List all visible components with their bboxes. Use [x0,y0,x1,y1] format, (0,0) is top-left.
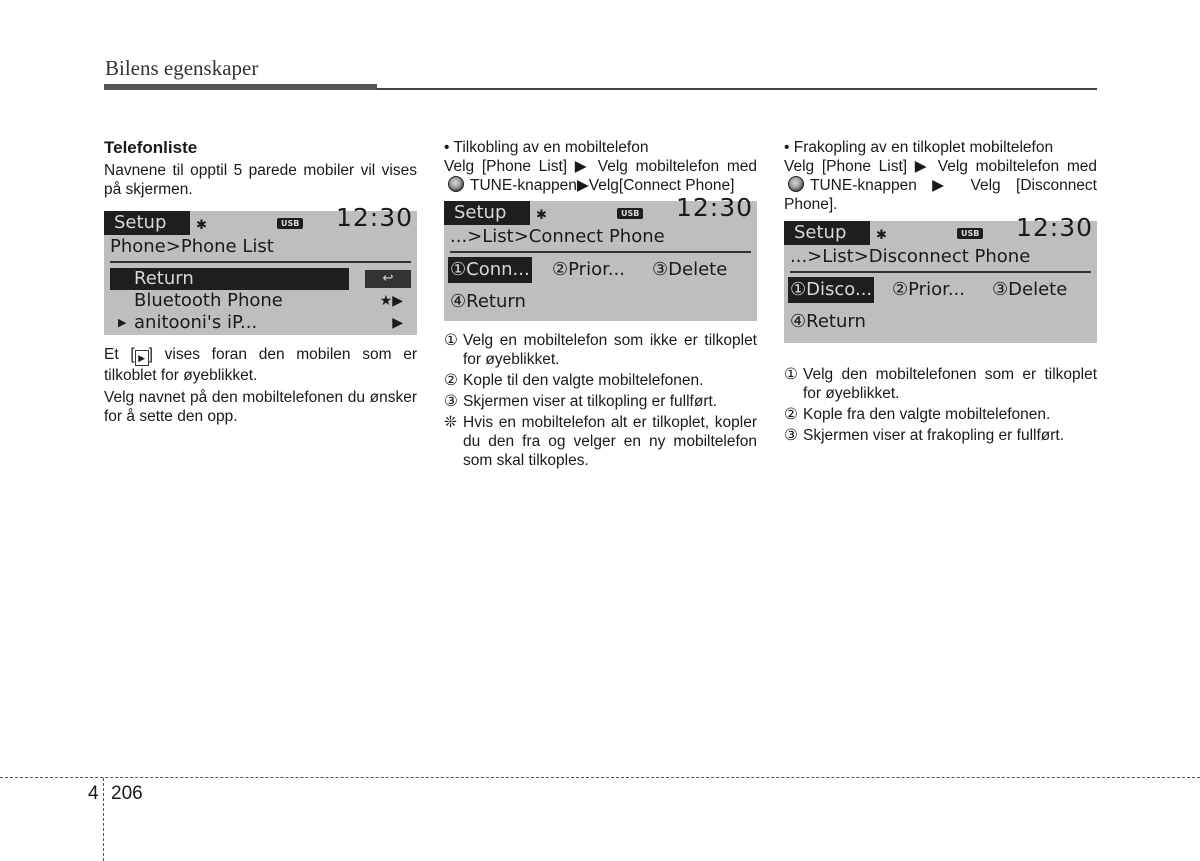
lcd-divider [110,261,411,263]
instruction [784,157,1097,214]
star-connected-icon: ★▶ [379,293,403,309]
column-phone-list [104,138,417,426]
instruction [444,157,757,195]
footer-dashed-rule [0,777,1200,778]
list-item [444,371,757,390]
step-marker: ① [784,366,798,383]
option-delete: ③Delete [992,279,1068,300]
section-heading: Telefonliste [104,138,198,157]
lcd-setup-tab: Setup [444,201,530,225]
section-title: • Tilkobling av en mobiltelefon [444,139,649,156]
step-marker: ① [444,332,458,349]
footer-vertical-rule [103,778,104,861]
chapter-number: 4 [88,783,99,804]
header-rule-thin [377,88,1097,90]
play-indicator-icon: ▶ [135,350,149,366]
lcd-row-label: anitooni's iP... [134,312,258,333]
select-instruction: Velg navnet på den mobiltelefonen du ønsker for å sette den opp. [104,389,417,425]
step-marker: ② [444,372,458,389]
column-connect-phone [444,138,757,470]
step-marker: ③ [444,393,458,410]
lcd-connect-phone [444,193,757,321]
lcd-clock: 12:30 [675,193,753,222]
list-item [444,331,757,369]
bluetooth-icon: ✱ [876,228,887,243]
step-text: Velg en mobiltelefon som ikke er tilkoplet for øyeblikket. [463,332,757,368]
option-return: ④Return [790,311,866,332]
list-item [784,405,1097,424]
step-text: Kople til den valgte mobiltelefonen. [463,372,704,389]
lcd-row-label: Return [134,268,194,289]
tune-knob-icon [788,176,804,192]
text-fragment: TUNE-knappen▶Velg[Connect Phone] [470,177,735,194]
lcd-phone-list [104,203,417,335]
lcd-status-bar [444,193,757,225]
section-title: • Frakopling av en tilkoplet mobiltelefon [784,139,1054,156]
lcd-return-row [444,285,757,317]
list-item [444,392,757,411]
option-priority: ②Prior... [552,259,626,280]
header-rule-thick [104,84,377,90]
intro-text: Navnene til opptil 5 parede mobiler vil vises på skjermen. [104,162,417,198]
usb-icon: USB [277,218,303,229]
list-item [784,365,1097,403]
bluetooth-icon: ✱ [536,208,547,223]
steps-list [784,365,1097,445]
indicator-explanation [104,345,417,385]
option-delete: ③Delete [652,259,728,280]
note-text: Hvis en mobiltelefon alt er tilkoplet, kopler du den fra og velger en ny mobiltelefon som skal tilkoples. [463,414,757,469]
tune-knob-icon [448,176,464,192]
lcd-status-bar [784,213,1097,245]
bluetooth-icon: ✱ [196,218,207,233]
lcd-options-row [784,273,1097,305]
option-return: ④Return [450,291,526,312]
step-text: Skjermen viser at tilkopling er fullført. [463,393,718,410]
option-priority: ②Prior... [892,279,966,300]
lcd-disconnect-phone [784,213,1097,343]
lcd-path: ...>List>Disconnect Phone [790,246,1031,267]
steps-list [444,331,757,470]
option-disconnect: ①Disco... [788,277,874,303]
option-connect: ①Conn... [448,257,532,283]
lcd-setup-tab: Setup [784,221,870,245]
lcd-setup-tab: Setup [104,211,190,235]
lcd-status-bar [104,203,417,235]
list-item [444,413,757,470]
usb-icon: USB [617,208,643,219]
text-fragment: Et [ [104,346,135,363]
lcd-options-row [444,253,757,285]
lcd-clock: 12:30 [335,203,413,232]
list-item [784,426,1097,445]
step-text: Kople fra den valgte mobiltelefonen. [803,406,1051,423]
lcd-row-label: Bluetooth Phone [134,290,283,311]
text-fragment: Velg [Phone List] ▶ Velg mobiltelefon med [784,158,1097,175]
lcd-row-return [110,268,349,290]
lcd-return-row [784,305,1097,337]
text-fragment: Velg [Phone List] ▶ Velg mobiltelefon med [444,158,757,175]
step-text: Velg den mobiltelefonen som er tilkoplet for øyeblikket. [803,366,1097,402]
lcd-path: Phone>Phone List [110,236,274,257]
text-fragment: TUNE-knappen ▶ Velg [Disconnect Phone]. [784,177,1097,213]
lcd-row-paired-phone [110,312,411,334]
chevron-right-icon: ▶ [392,315,403,331]
step-text: Skjermen viser at frakopling er fullført. [803,427,1065,444]
lcd-path: ...>List>Connect Phone [450,226,665,247]
usb-icon: USB [957,228,983,239]
note-marker: ❊ [444,414,457,431]
page-header-title: Bilens egenskaper [105,56,259,80]
step-marker: ③ [784,427,798,444]
step-marker: ② [784,406,798,423]
page-number: 206 [111,783,143,804]
lcd-clock: 12:30 [1015,213,1093,242]
text-fragment: ] vises foran den mobilen som er tilkoblet for øyeblikket. [104,346,417,384]
return-icon: ↩ [365,270,411,288]
column-disconnect-phone [784,138,1097,445]
lcd-row-bluetooth-phone [110,290,411,312]
connected-indicator-icon: ▶ [118,316,127,329]
